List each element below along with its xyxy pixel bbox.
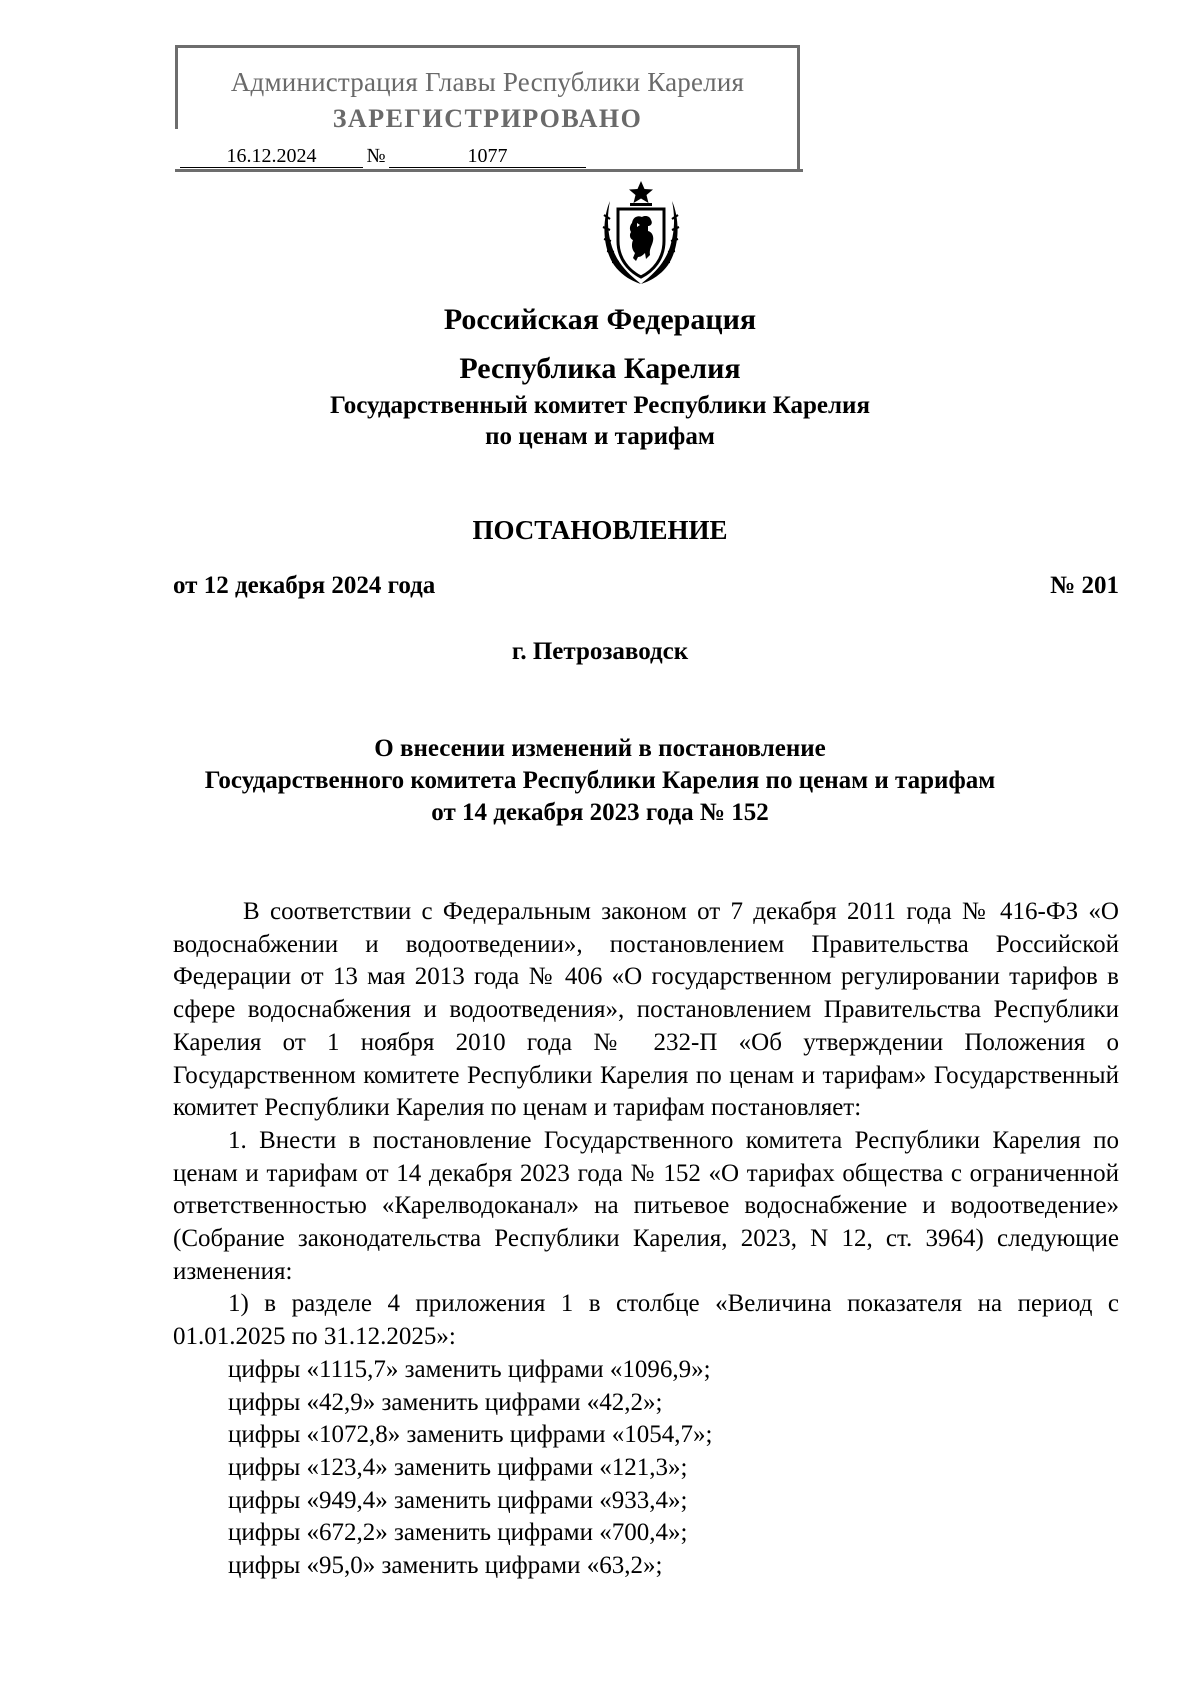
document-title-line3: от 14 декабря 2023 года № 152 — [431, 799, 769, 826]
replacement-item: цифры «1115,7» заменить цифрами «1096,9»; — [228, 1355, 711, 1383]
document-type: ПОСТАНОВЛЕНИЕ — [472, 515, 728, 545]
header-committee-line2: по ценам и тарифам — [485, 423, 715, 450]
replacement-item: цифры «1072,8» заменить цифрами «1054,7»; — [228, 1421, 713, 1449]
stamp-status: ЗАРЕГИСТРИРОВАНО — [332, 104, 643, 133]
stamp-date: 16.12.2024 — [180, 145, 363, 168]
stamp-organization: Администрация Главы Республики Карелия — [230, 67, 745, 97]
stamp-registration-line — [180, 145, 586, 169]
coat-of-arms-icon — [596, 179, 686, 287]
document-date: от 12 декабря 2024 года — [173, 572, 436, 599]
subpoint-1-paragraph: 1) в разделе 4 приложения 1 в столбце «Величина показателя на период с 01.01.2025 по 31.12.2025»: — [173, 1290, 1119, 1351]
point-1-paragraph: 1. Внести в постановление Государственного комитета Республики Карелия по ценам и тарифам от 14 декабря 2023 года № 152 «О тарифах общества с ограниченной ответственностью «Карелводоканал» на питьевое водоснабжение и водоотведение» (Собрание законодательства Республики Карелия, 2023, N 12, ст. 3964) следующие изменения: — [173, 1126, 1119, 1285]
replacement-item: цифры «123,4» заменить цифрами «121,3»; — [228, 1453, 688, 1481]
header-committee-line1: Государственный комитет Республики Карелия — [330, 392, 870, 419]
registration-stamp — [178, 45, 800, 169]
replacement-item: цифры «42,9» заменить цифрами «42,2»; — [228, 1388, 663, 1416]
replacement-item: цифры «95,0» заменить цифрами «63,2»; — [228, 1552, 663, 1580]
document-city: г. Петрозаводск — [511, 638, 689, 665]
document-date-line — [173, 572, 1119, 600]
document-title-line2: Государственного комитета Республики Карелия по ценам и тарифам — [204, 767, 996, 794]
replacement-item: цифры «949,4» заменить цифрами «933,4»; — [228, 1486, 688, 1514]
stamp-number-label: № — [366, 145, 386, 167]
replacement-item: цифры «672,2» заменить цифрами «700,4»; — [228, 1519, 688, 1547]
preamble-paragraph: В соответствии с Федеральным законом от 7 декабря 2011 года № 416-ФЗ «О водоснабжении и водоотведении», постановлением Правительства Российской Федерации от 13 мая 2013 года № 406 «О государственном регулировании тарифов в сфере водоснабжения и водоотведения», постановлением Правительства Республики Карелия от 1 ноября 2010 года № 232-П «Об утверждении Положения о Государственном комитете Республики Карелия по ценам и тарифам» Государственный комитет Республики Карелия по ценам и тарифам постановляет: — [173, 898, 1119, 1122]
document-body — [173, 896, 1119, 1583]
stamp-number: 1077 — [389, 145, 586, 168]
document-title-line1: О внесении изменений в постановление — [374, 735, 826, 762]
header-republic: Республика Карелия — [459, 352, 741, 385]
header-country: Российская Федерация — [443, 303, 757, 336]
document-number: № 201 — [1050, 572, 1119, 599]
